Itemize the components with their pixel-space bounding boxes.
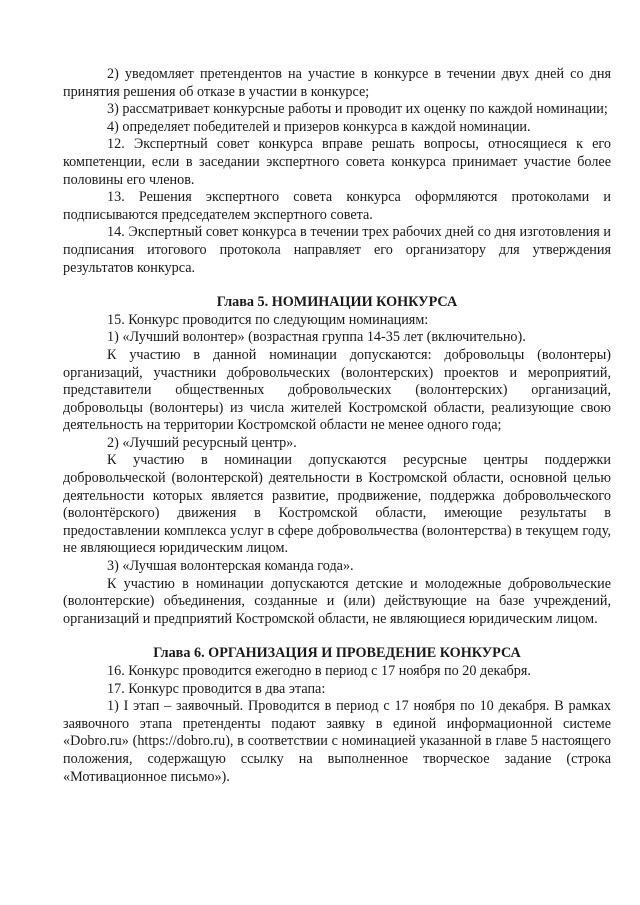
paragraph-item-3: 3) рассматривает конкурсные работы и проводит их оценку по каждой номинации; xyxy=(107,101,608,118)
paragraph-nomination-3: 3) «Лучшая волонтерская команда года». xyxy=(107,558,354,575)
paragraph-nomination-1-desc: К участию в данной номинации допускаются: добровольцы (волонтеры) организаций, участники добровольческих (волонтерских) проектов и мероприятий, представители общественных добровольческих (волонтерских) организаций, добровольцы (волонтеры) из числа жителей Костромской области, реализующие свою деятельность на территории Костромской области не менее одного года; xyxy=(63,346,611,434)
spacer xyxy=(63,277,611,294)
spacer xyxy=(63,628,611,645)
paragraph-nomination-3-desc: К участию в номинации допускаются детские и молодежные добровольческие (волонтерские) объединения, созданные и (или) действующие на базе учреждений, организаций и предприятий Костромской области, не являющиеся юридическим лицом. xyxy=(63,575,611,627)
chapter-6-heading: Глава 6. ОРГАНИЗАЦИЯ И ПРОВЕДЕНИЕ КОНКУРСА xyxy=(153,645,521,662)
paragraph-clause-14: 14. Экспертный совет конкурса в течении трех рабочих дней со дня изготовления и подписания итогового протокола направляет его организатору для утверждения результатов конкурса. xyxy=(63,224,611,276)
paragraph-nomination-2-desc: К участию в номинации допускаются ресурсные центры поддержки добровольческой (волонтерской) деятельности в Костромской области, основной целью деятельности которых является развитие, продвижение, поддержка добровольческого (волонтёрского) движения в Костромской области, имеющие результаты в предоставлении комплекса услуг в сфере добровольчества (волонтерства) в текущем году, не являющиеся юридическим лицом. xyxy=(63,452,611,557)
paragraph-clause-15: 15. Конкурс проводится по следующим номинациям: xyxy=(107,311,429,328)
paragraph-item-4: 4) определяет победителей и призеров конкурса в каждой номинации. xyxy=(107,118,531,135)
chapter-5-heading: Глава 5. НОМИНАЦИИ КОНКУРСА xyxy=(216,294,458,311)
paragraph-item-2: 2) уведомляет претендентов на участие в конкурсе в течении двух дней со дня принятия решения об отказе в участии в конкурсе; xyxy=(63,66,611,100)
document-page xyxy=(63,66,611,786)
paragraph-nomination-2: 2) «Лучший ресурсный центр». xyxy=(107,434,297,451)
paragraph-clause-12: 12. Экспертный совет конкурса вправе решать вопросы, относящиеся к его компетенции, если в заседании экспертного совета конкурса принимает участие более половины его членов. xyxy=(63,136,611,188)
paragraph-nomination-1: 1) «Лучший волонтер» (возрастная группа 14-35 лет (включительно). xyxy=(107,329,526,346)
paragraph-stage-1: 1) I этап – заявочный. Проводится в период с 17 ноября по 10 декабря. В рамках заявочного этапа претенденты подают заявку в единой информационной системе «Dobro.ru» (https://dobro.ru), в соответствии с номинацией указанной в главе 5 настоящего положения, содержащую ссылку на выполненное творческое задание (строка «Мотивационное письмо»). xyxy=(63,698,611,785)
paragraph-clause-13: 13. Решения экспертного совета конкурса оформляются протоколами и подписываются председателем экспертного совета. xyxy=(63,189,611,223)
paragraph-clause-17: 17. Конкурс проводится в два этапа: xyxy=(107,680,326,697)
paragraph-clause-16: 16. Конкурс проводится ежегодно в период с 17 ноября по 20 декабря. xyxy=(107,663,531,679)
